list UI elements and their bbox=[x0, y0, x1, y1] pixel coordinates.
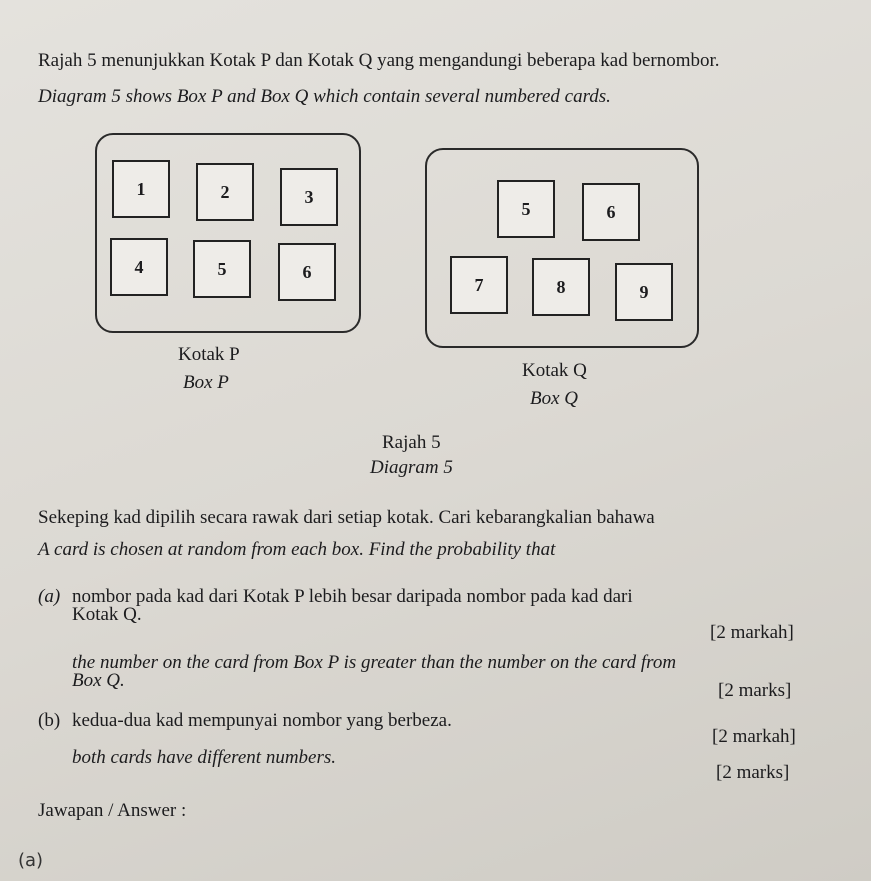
part-b-marks-english: [2 marks] bbox=[716, 762, 790, 783]
card: 1 bbox=[112, 160, 170, 218]
diagram-caption-english: Diagram 5 bbox=[370, 457, 453, 478]
card: 2 bbox=[196, 163, 254, 221]
part-a-marks-malay: [2 markah] bbox=[710, 622, 794, 643]
intro-malay: Rajah 5 menunjukkan Kotak P dan Kotak Q yang mengandungi beberapa kad bernombor. bbox=[38, 50, 720, 71]
part-a-malay-line1: nombor pada kad dari Kotak P lebih besar daripada nombor pada kad dari bbox=[72, 586, 633, 607]
box-q-label-malay: Kotak Q bbox=[522, 360, 587, 381]
part-a-label: (a) bbox=[38, 586, 61, 607]
answer-heading: Jawapan / Answer : bbox=[38, 800, 187, 821]
instruction-english: A card is chosen at random from each box. Find the probability that bbox=[38, 539, 556, 560]
intro-english: Diagram 5 shows Box P and Box Q which contain several numbered cards. bbox=[38, 86, 611, 107]
card: 5 bbox=[497, 180, 555, 238]
card: 6 bbox=[582, 183, 640, 241]
part-b-marks-malay: [2 markah] bbox=[712, 726, 796, 747]
part-b-malay: kedua-dua kad mempunyai nombor yang berbeza. bbox=[72, 710, 452, 731]
handwritten-answer-label: (a) bbox=[18, 850, 44, 871]
card: 8 bbox=[532, 258, 590, 316]
part-b-label: (b) bbox=[38, 710, 61, 731]
part-a-english-line1: the number on the card from Box P is greater than the number on the card from bbox=[72, 652, 677, 673]
box-p-label-malay: Kotak P bbox=[178, 344, 240, 365]
part-a-marks-english: [2 marks] bbox=[718, 680, 792, 701]
card: 9 bbox=[615, 263, 673, 321]
box-p-label-english: Box P bbox=[183, 372, 229, 393]
card: 7 bbox=[450, 256, 508, 314]
card: 4 bbox=[110, 238, 168, 296]
instruction-malay: Sekeping kad dipilih secara rawak dari setiap kotak. Cari kebarangkalian bahawa bbox=[38, 507, 655, 528]
card: 3 bbox=[280, 168, 338, 226]
diagram-caption-malay: Rajah 5 bbox=[382, 432, 441, 453]
card: 5 bbox=[193, 240, 251, 298]
box-q-label-english: Box Q bbox=[530, 388, 579, 409]
part-a-malay-line2: Kotak Q. bbox=[72, 604, 142, 625]
card: 6 bbox=[278, 243, 336, 301]
part-b-english: both cards have different numbers. bbox=[72, 747, 337, 768]
part-a-english-line2: Box Q. bbox=[72, 670, 125, 691]
